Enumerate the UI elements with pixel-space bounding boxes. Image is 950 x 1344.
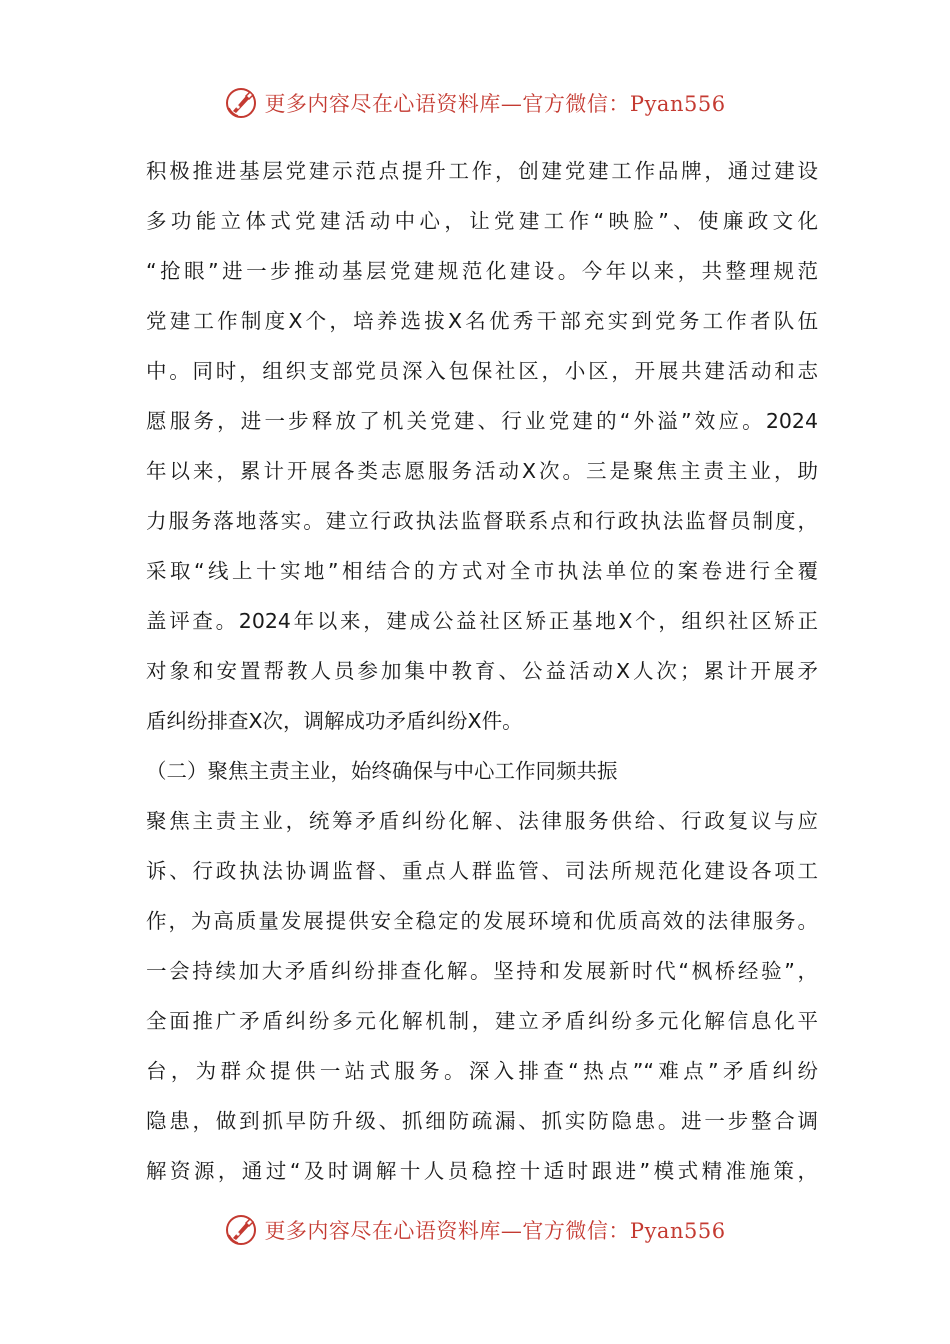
header-banner xyxy=(0,78,950,128)
body-line: 全面推广矛盾纠纷多元化解机制，建立矛盾纠纷多元化解信息化平 xyxy=(146,1009,818,1033)
body-line: 采取“线上十实地”相结合的方式对全市执法单位的案卷进行全覆 xyxy=(146,559,818,583)
body-line: 隐患，做到抓早防升级、抓细防疏漏、抓实防隐患。进一步整合调 xyxy=(146,1109,818,1133)
body-line: 中。同时，组织支部党员深入包保社区，小区，开展共建活动和志 xyxy=(146,359,818,383)
body-line: 台，为群众提供一站式服务。深入排查“热点”“难点”矛盾纠纷 xyxy=(146,1059,818,1083)
body-line: 年以来，累计开展各类志愿服务活动X次。三是聚焦主责主业，助 xyxy=(146,459,818,483)
body-line: 愿服务，进一步释放了机关党建、行业党建的“外溢”效应。2024 xyxy=(146,409,818,433)
body-line: 党建工作制度X个，培养选拔X名优秀干部充实到党务工作者队伍 xyxy=(146,309,818,333)
footer-banner xyxy=(0,1205,950,1255)
body-line: 力服务落地落实。建立行政执法监督联系点和行政执法监督员制度， xyxy=(146,509,818,533)
body-line: 一会持续加大矛盾纠纷排查化解。坚持和发展新时代“枫桥经验”， xyxy=(146,959,818,983)
body-line: 作，为高质量发展提供安全稳定的发展环境和优质高效的法律服务。 xyxy=(146,909,818,933)
body-line: 盾纠纷排查X次，调解成功矛盾纠纷X件。 xyxy=(146,709,523,733)
body-line: 积极推进基层党建示范点提升工作，创建党建工作品牌，通过建设 xyxy=(146,159,818,183)
body-line: 多功能立体式党建活动中心，让党建工作“映脸”、使廉政文化 xyxy=(146,209,818,233)
body-line: 聚焦主责主业，统筹矛盾纠纷化解、法律服务供给、行政复议与应 xyxy=(146,809,818,833)
section-heading: （二）聚焦主责主业，始终确保与中心工作同频共振 xyxy=(146,759,618,783)
document-body xyxy=(146,146,818,1196)
body-line: 盖评查。2024年以来，建成公益社区矫正基地X个，组织社区矫正 xyxy=(146,609,818,633)
pen-nib-logo-icon xyxy=(224,1213,258,1247)
body-line: 对象和安置帮教人员参加集中教育、公益活动X人次；累计开展矛 xyxy=(146,659,818,683)
pen-nib-logo-icon xyxy=(224,86,258,120)
footer-banner-text: 更多内容尽在心语资料库—官方微信：Pyan556 xyxy=(264,1219,726,1243)
body-line: 解资源，通过“及时调解十人员稳控十适时跟进”模式精准施策， xyxy=(146,1159,818,1183)
body-line: 诉、行政执法协调监督、重点人群监管、司法所规范化建设各项工 xyxy=(146,859,818,883)
body-line: “抢眼”进一步推动基层党建规范化建设。今年以来，共整理规范 xyxy=(146,259,818,283)
header-banner-text: 更多内容尽在心语资料库—官方微信：Pyan556 xyxy=(264,92,726,116)
